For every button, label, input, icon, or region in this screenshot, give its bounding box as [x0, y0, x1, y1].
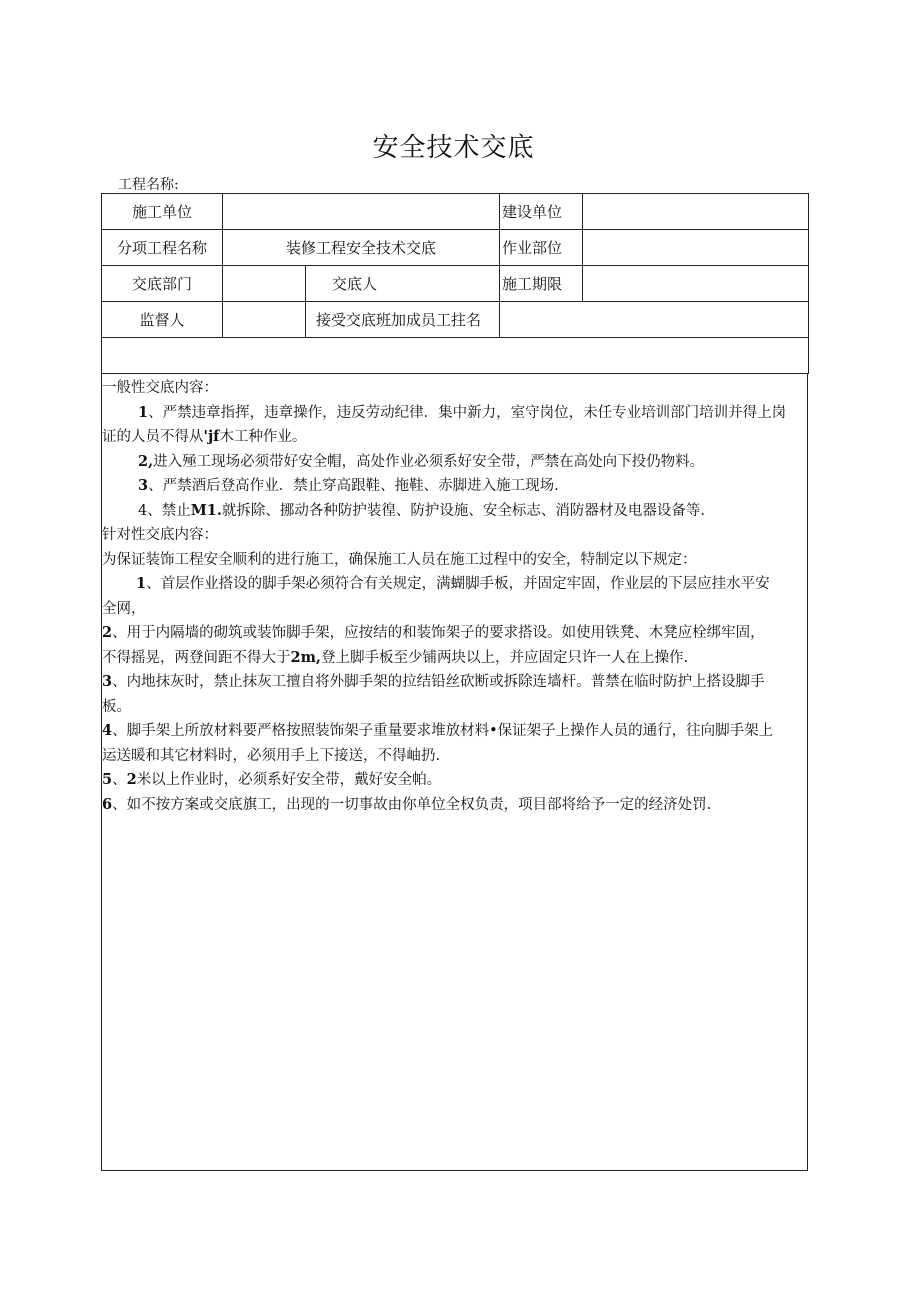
list-item: [102, 474, 807, 499]
item-text: 、用于内隔墙的砌筑或装饰脚手架，应按结的和装饰架子的要求搭设。如使用铁凳、木凳应栓绑牢固，: [112, 625, 765, 641]
general-heading: 一般性交底内容：: [102, 380, 218, 396]
item-number: 4: [102, 722, 113, 739]
list-item: [102, 572, 807, 597]
list-item: [102, 670, 807, 695]
document-title: 安全技术交底: [372, 133, 535, 163]
item-number: 2: [102, 624, 113, 641]
item-number: 2,: [138, 452, 154, 470]
specific-heading: 针对性交底内容：: [102, 527, 218, 543]
sub-project-value[interactable]: 装修工程安全技术交底: [223, 230, 500, 266]
item-text: 证的人员不得从: [102, 429, 204, 445]
recipients-value[interactable]: [500, 302, 809, 338]
item-text: 登上脚手板至少铺两块以上，并应固定只许一人在上操作.: [320, 649, 689, 666]
recipients-label: [306, 302, 500, 338]
list-item-continuation: 全网，: [102, 600, 146, 617]
list-item: [102, 499, 807, 524]
item-text: 就拆除、挪动各种防护装徨、防护设施、安全标志、消防器材及电器设备等.: [221, 502, 706, 519]
item-text: 进入殛工现场必须带好安全帽，高处作业必须系好安全带，严禁在高处向下投仍物料。: [153, 453, 705, 470]
item-number: 5: [102, 771, 113, 788]
list-item: [102, 719, 807, 744]
list-item: [102, 450, 807, 475]
item-number: 1: [138, 403, 149, 421]
list-item: [102, 793, 807, 818]
table-row: [102, 230, 809, 266]
item-bold-text: 2m,: [290, 648, 321, 666]
item-number: 6: [102, 795, 113, 813]
info-table: [101, 193, 809, 374]
project-name-label: 工程名称:: [118, 177, 179, 193]
construction-unit-label: 施工单位: [102, 194, 223, 230]
briefer-label-text: 交底人: [332, 275, 378, 293]
list-item-continuation: [102, 425, 807, 450]
item-text: 、脚手架上所放材料要严格按照装饰架子重量要求堆放材料•保证架子上操作人员的通行，往向脚手架上: [112, 723, 774, 739]
construction-unit-value[interactable]: [223, 194, 500, 230]
item-text: 、如不按方案或交底旗工，出现的一切事故由你单位全权负责，项目部将给予一定的经济处罚.: [112, 796, 712, 813]
building-unit-label: 建设单位: [500, 194, 583, 230]
recipients-label-text: 接受交底班加成员工拄名: [316, 311, 482, 329]
list-item: [102, 401, 807, 426]
item-number: 1: [136, 575, 147, 592]
list-item-continuation: 板。: [102, 698, 131, 715]
item-text: 米以上作业时，必须系好安全带，戴好安全帕。: [136, 772, 442, 788]
item-number: 3: [102, 673, 113, 690]
work-location-value[interactable]: [583, 230, 809, 266]
table-row: [102, 302, 809, 338]
table-row: [102, 266, 809, 302]
item-text: 、: [112, 772, 127, 788]
construction-period-label: 施工期限: [500, 266, 583, 302]
briefing-content: [101, 373, 808, 1171]
item-text: 、首层作业搭设的脚手架必须符合有关规定，满蝴脚手板，并固定牢固，作业层的下层应挂水平安: [146, 576, 770, 592]
sub-project-label: 分项工程名称: [102, 230, 223, 266]
building-unit-value[interactable]: [583, 194, 809, 230]
construction-period-value[interactable]: [583, 266, 809, 302]
list-item: [102, 768, 807, 793]
item-text: 、严禁违章指挥，违章操作，违反劳动纪律．集中新力，室守岗位，未任专业培训部门培训并得上岗: [148, 404, 787, 421]
work-location-label: 作业部位: [500, 230, 583, 266]
supervisor-value[interactable]: [223, 302, 306, 338]
briefer-label: [306, 266, 500, 302]
table-row: [102, 338, 809, 374]
item-bold-text: M1.: [190, 501, 222, 519]
item-text: 4、禁止: [138, 502, 191, 519]
item-bold-text: 2: [126, 771, 137, 788]
list-item-continuation: 运送暖和其它材料时，必须用手上下接送，不得岫扔.: [102, 747, 441, 764]
item-number: 3: [138, 477, 149, 494]
item-text: 不得摇晃，两登间距不得大于: [102, 649, 291, 666]
blank-row: [102, 338, 809, 374]
supervisor-label: 监督人: [102, 302, 223, 338]
item-bold-text: 'jf: [203, 428, 220, 445]
list-item-continuation: [102, 646, 807, 671]
briefing-dept-value[interactable]: [223, 266, 306, 302]
intro-text: 为保证装饰工程安全顺利的进行施工，确保施工人员在施工过程中的安全，特制定以下规定：: [102, 551, 697, 568]
item-text: 木工种作业。: [219, 429, 307, 445]
list-item: [102, 621, 807, 646]
item-text: 、内地抹灰时，禁止抹灰工擅自将外脚手架的拉结铅丝砍断或拆除连墙杆。普禁在临时防护上搭设脚手: [112, 674, 765, 690]
briefing-dept-label: 交底部门: [102, 266, 223, 302]
table-row: [102, 194, 809, 230]
item-text: 、严禁酒后登高作业．禁止穿高跟鞋、拖鞋、赤脚进入施工现场.: [148, 478, 559, 494]
